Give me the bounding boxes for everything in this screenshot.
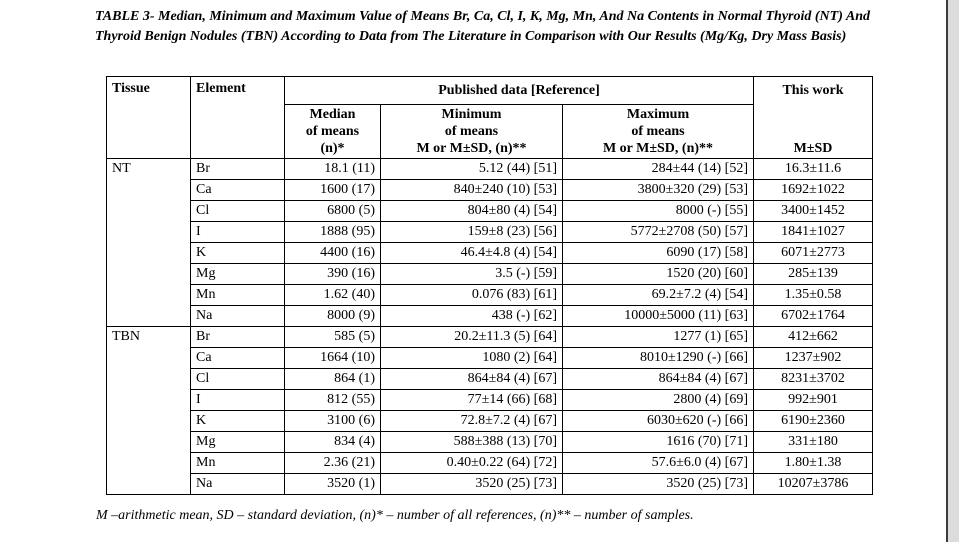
header-median-line3: (n)*: [320, 141, 345, 156]
table-row: [107, 348, 873, 369]
cell-element: Cl: [191, 201, 285, 222]
header-maximum-line1: Maximum: [626, 107, 690, 122]
cell-maximum: 1616 (70) [71]: [563, 432, 754, 453]
cell-median: 1.62 (40): [285, 285, 381, 306]
cell-this-work: 285±139: [754, 264, 873, 285]
table-footnote: M –arithmetic mean, SD – standard deviation, (n)* – number of all references, (n)** – number of samples.: [96, 508, 694, 523]
table-row: [107, 432, 873, 453]
cell-minimum: 0.076 (83) [61]: [381, 285, 563, 306]
cell-maximum: 69.2±7.2 (4) [54]: [563, 285, 754, 306]
cell-minimum: 0.40±0.22 (64) [72]: [381, 453, 563, 474]
cell-this-work: 992±901: [754, 390, 873, 411]
cell-this-work: 412±662: [754, 327, 873, 348]
cell-this-work: 6190±2360: [754, 411, 873, 432]
cell-median: 1664 (10): [285, 348, 381, 369]
cell-element: K: [191, 411, 285, 432]
cell-element: I: [191, 222, 285, 243]
cell-this-work: 1.80±1.38: [754, 453, 873, 474]
cell-minimum: 46.4±4.8 (4) [54]: [381, 243, 563, 264]
cell-this-work: 8231±3702: [754, 369, 873, 390]
table-row: [107, 474, 873, 495]
cell-maximum: 864±84 (4) [67]: [563, 369, 754, 390]
cell-tissue: TBN: [107, 327, 191, 495]
data-table: [106, 76, 873, 495]
cell-this-work: 1841±1027: [754, 222, 873, 243]
cell-maximum: 3800±320 (29) [53]: [563, 180, 754, 201]
cell-element: Cl: [191, 369, 285, 390]
cell-median: 390 (16): [285, 264, 381, 285]
cell-maximum: 2800 (4) [69]: [563, 390, 754, 411]
cell-element: Na: [191, 306, 285, 327]
table-row: [107, 327, 873, 348]
header-median: [285, 105, 381, 159]
header-minimum: [381, 105, 563, 159]
cell-median: 6800 (5): [285, 201, 381, 222]
cell-this-work: 331±180: [754, 432, 873, 453]
cell-minimum: 864±84 (4) [67]: [381, 369, 563, 390]
cell-maximum: 10000±5000 (11) [63]: [563, 306, 754, 327]
cell-minimum: 804±80 (4) [54]: [381, 201, 563, 222]
cell-element: Br: [191, 327, 285, 348]
cell-this-work: 1692±1022: [754, 180, 873, 201]
table-row: [107, 243, 873, 264]
cell-this-work: 10207±3786: [754, 474, 873, 495]
header-minimum-line2: of means: [444, 124, 499, 139]
cell-element: Mg: [191, 264, 285, 285]
header-maximum: [563, 105, 754, 159]
table-row: [107, 264, 873, 285]
cell-element: Ca: [191, 180, 285, 201]
table-row: [107, 411, 873, 432]
cell-element: Mg: [191, 432, 285, 453]
window-shade: [948, 0, 959, 542]
cell-minimum: 5.12 (44) [51]: [381, 159, 563, 180]
header-minimum-line1: Minimum: [441, 107, 502, 122]
cell-minimum: 588±388 (13) [70]: [381, 432, 563, 453]
table-row: [107, 453, 873, 474]
cell-minimum: 1080 (2) [64]: [381, 348, 563, 369]
cell-maximum: 8000 (-) [55]: [563, 201, 754, 222]
header-maximum-line2: of means: [631, 124, 685, 139]
table-row: [107, 306, 873, 327]
header-published: Published data [Reference]: [285, 77, 754, 105]
table-body: [107, 159, 873, 495]
header-this-work: This work: [754, 77, 873, 105]
table-row: [107, 369, 873, 390]
cell-element: I: [191, 390, 285, 411]
cell-maximum: 5772±2708 (50) [57]: [563, 222, 754, 243]
cell-maximum: 8010±1290 (-) [66]: [563, 348, 754, 369]
cell-maximum: 3520 (25) [73]: [563, 474, 754, 495]
cell-minimum: 72.8±7.2 (4) [67]: [381, 411, 563, 432]
cell-maximum: 6030±620 (-) [66]: [563, 411, 754, 432]
header-median-line2: of means: [305, 124, 360, 139]
table-row: [107, 390, 873, 411]
table-row: [107, 201, 873, 222]
table-row: [107, 285, 873, 306]
table-row: [107, 222, 873, 243]
cell-median: 834 (4): [285, 432, 381, 453]
cell-maximum: 284±44 (14) [52]: [563, 159, 754, 180]
cell-maximum: 1277 (1) [65]: [563, 327, 754, 348]
header-element: Element: [191, 77, 285, 159]
cell-this-work: 6702±1764: [754, 306, 873, 327]
cell-median: 1888 (95): [285, 222, 381, 243]
cell-element: Na: [191, 474, 285, 495]
table-caption: TABLE 3- Median, Minimum and Maximum Value of Means Br, Ca, Cl, I, K, Mg, Mn, And Na Contents in Normal Thyroid (NT) And Thyroid Benign Nodules (TBN) According to Data from The Literature in Comparison with Our Results (Mg/Kg, Dry Mass Basis): [95, 9, 870, 44]
cell-median: 864 (1): [285, 369, 381, 390]
cell-median: 812 (55): [285, 390, 381, 411]
cell-median: 4400 (16): [285, 243, 381, 264]
cell-element: Mn: [191, 285, 285, 306]
cell-median: 2.36 (21): [285, 453, 381, 474]
cell-minimum: 438 (-) [62]: [381, 306, 563, 327]
cell-maximum: 1520 (20) [60]: [563, 264, 754, 285]
cell-this-work: 6071±2773: [754, 243, 873, 264]
cell-this-work: 16.3±11.6: [754, 159, 873, 180]
header-minimum-line3: M or M±SD, (n)**: [416, 141, 527, 156]
cell-element: Ca: [191, 348, 285, 369]
cell-median: 1600 (17): [285, 180, 381, 201]
cell-minimum: 3520 (25) [73]: [381, 474, 563, 495]
cell-minimum: 3.5 (-) [59]: [381, 264, 563, 285]
table-row: [107, 180, 873, 201]
cell-minimum: 159±8 (23) [56]: [381, 222, 563, 243]
header-tissue: Tissue: [107, 77, 191, 159]
cell-this-work: 1.35±0.58: [754, 285, 873, 306]
cell-this-work: 1237±902: [754, 348, 873, 369]
cell-this-work: 3400±1452: [754, 201, 873, 222]
cell-minimum: 840±240 (10) [53]: [381, 180, 563, 201]
header-maximum-line3: M or M±SD, (n)**: [602, 141, 714, 156]
cell-maximum: 6090 (17) [58]: [563, 243, 754, 264]
header-msd: M±SD: [754, 105, 873, 159]
cell-minimum: 77±14 (66) [68]: [381, 390, 563, 411]
cell-element: Br: [191, 159, 285, 180]
cell-tissue: NT: [107, 159, 191, 327]
header-median-line1: Median: [309, 107, 356, 122]
cell-median: 8000 (9): [285, 306, 381, 327]
cell-median: 3520 (1): [285, 474, 381, 495]
cell-median: 18.1 (11): [285, 159, 381, 180]
cell-median: 3100 (6): [285, 411, 381, 432]
cell-median: 585 (5): [285, 327, 381, 348]
table-row: [107, 159, 873, 180]
cell-element: K: [191, 243, 285, 264]
cell-minimum: 20.2±11.3 (5) [64]: [381, 327, 563, 348]
cell-maximum: 57.6±6.0 (4) [67]: [563, 453, 754, 474]
cell-element: Mn: [191, 453, 285, 474]
